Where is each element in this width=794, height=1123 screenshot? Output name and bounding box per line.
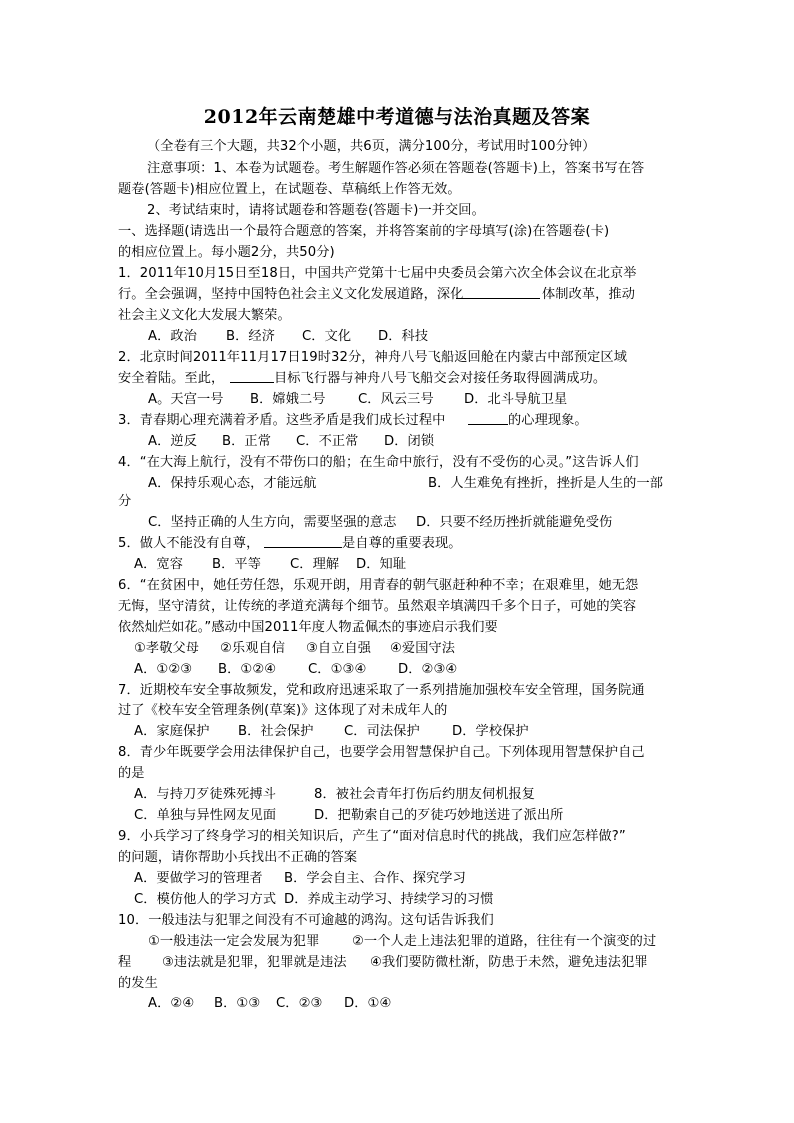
q6-item-4: ④爱国守法 bbox=[390, 641, 456, 656]
q8-stem-line-2: 的是 bbox=[118, 766, 145, 781]
q3-options bbox=[118, 431, 678, 452]
q8-options-row-1 bbox=[118, 784, 678, 805]
q1-stem-text: 行。全会强调，坚持中国特色社会主义文化发展道路，深化 bbox=[118, 287, 464, 302]
notice-1-line-2: 题卷(答题卡)相应位置上，在试题卷、草稿纸上作答无效。 bbox=[118, 182, 461, 197]
q3-option-c[interactable]: C．不正常 bbox=[296, 434, 359, 449]
q3-option-a[interactable]: A．逆反 bbox=[148, 434, 197, 449]
q10-stem: 10．一般违法与犯罪之间没有不可逾越的鸿沟。这句话告诉我们 bbox=[118, 913, 494, 928]
q5-stem-text: 5．做人不能没有自尊， bbox=[118, 536, 260, 551]
q8-option-d[interactable]: D．把勒索自己的歹徒巧妙地送进了派出所 bbox=[314, 808, 564, 823]
q3-option-b[interactable]: B．正常 bbox=[222, 434, 272, 449]
q9-stem-line-2: 的问题，请你帮助小兵找出不正确的答案 bbox=[118, 850, 358, 865]
q6-stem-line-3: 依然灿烂如花。”感动中国2011年度人物孟佩杰的事迹启示我们要 bbox=[118, 620, 498, 635]
q5-stem-text-after: 是自尊的重要表现。 bbox=[342, 536, 462, 551]
q2-option-a[interactable]: A。天宫一号 bbox=[148, 392, 224, 407]
q10-item-1: ①一般违法一定会发展为犯罪 bbox=[148, 934, 320, 949]
q6-items bbox=[118, 638, 678, 659]
q7-stem-line-2: 过了《校车安全管理条例(草案)》这体现了对未成年人的 bbox=[118, 703, 448, 718]
q9-options-row-1 bbox=[118, 868, 678, 889]
q5-option-b[interactable]: B．平等 bbox=[212, 557, 262, 572]
q4-options-row-2 bbox=[118, 512, 678, 533]
q7-option-b[interactable]: B．社会保护 bbox=[238, 724, 314, 739]
q4-option-a[interactable]: A．保持乐观心态，才能远航 bbox=[148, 476, 317, 491]
q3-stem bbox=[118, 410, 678, 431]
q6-item-2: ②乐观自信 bbox=[220, 641, 286, 656]
q8-option-b[interactable]: 8．被社会青年打伤后约朋友伺机报复 bbox=[314, 787, 536, 802]
q9-option-a[interactable]: A．要做学习的管理者 bbox=[134, 871, 263, 886]
q10-option-d[interactable]: D．①④ bbox=[344, 996, 392, 1011]
q9-stem-line-1: 9．小兵学习了终身学习的相关知识后，产生了“面对信息时代的挑战，我们应怎样做?” bbox=[118, 829, 626, 844]
q6-item-1: ①孝敬父母 bbox=[134, 641, 200, 656]
q2-options bbox=[118, 389, 678, 410]
q1-option-a[interactable]: A．政治 bbox=[148, 329, 197, 344]
q2-option-d[interactable]: D．北斗导航卫星 bbox=[464, 392, 568, 407]
q9-option-c[interactable]: C．模仿他人的学习方式 bbox=[134, 892, 277, 907]
notice-1-line-1: 注意事项：1、本卷为试题卷。考生解题作答必须在答题卷(答题卡)上，答案书写在答 bbox=[147, 161, 645, 176]
exam-intro: （全卷有三个大题，共32个小题，共6页，满分100分，考试用时100分钟） bbox=[147, 139, 596, 154]
q9-option-d[interactable]: D．养成主动学习、持续学习的习惯 bbox=[284, 892, 494, 907]
q10-item-3: ③违法就是犯罪，犯罪就是违法 bbox=[162, 955, 347, 970]
answer-blank bbox=[468, 410, 508, 431]
q3-option-d[interactable]: D．闭锁 bbox=[384, 434, 435, 449]
q1-stem-line-2 bbox=[118, 284, 678, 305]
q4-option-b[interactable]: B．人生难免有挫折，挫折是人生的一部 bbox=[428, 476, 664, 491]
q10-item-2: ②一个人走上违法犯罪的道路，往往有一个演变的过 bbox=[352, 934, 657, 949]
answer-blank bbox=[264, 533, 342, 554]
q3-stem-text: 3．青春期心理充满着矛盾。这些矛盾是我们成长过程中 bbox=[118, 413, 446, 428]
answer-blank bbox=[230, 368, 274, 389]
q6-option-d[interactable]: D．②③④ bbox=[398, 662, 458, 677]
q10-item-2-wrap: 程 bbox=[118, 955, 132, 970]
document-title: 2012年云南楚雄中考道德与法治真题及答案 bbox=[203, 106, 591, 128]
q1-option-d[interactable]: D．科技 bbox=[378, 329, 429, 344]
q2-option-c[interactable]: C．风云三号 bbox=[358, 392, 434, 407]
q2-stem-text: 安全着陆。至此， bbox=[118, 371, 225, 386]
q2-stem-text-after: 目标飞行器与神舟八号飞船交会对接任务取得圆满成功。 bbox=[274, 371, 607, 386]
q10-option-a[interactable]: A．②④ bbox=[148, 996, 195, 1011]
q1-option-b[interactable]: B．经济 bbox=[226, 329, 276, 344]
q5-stem bbox=[118, 533, 678, 554]
section-heading-line-2: 的相应位置上。每小题2分，共50分) bbox=[118, 245, 335, 260]
q8-option-c[interactable]: C．单独与异性网友见面 bbox=[134, 808, 277, 823]
q6-options bbox=[118, 659, 678, 680]
q7-option-c[interactable]: C．司法保护 bbox=[344, 724, 420, 739]
q6-item-3: ③自立自强 bbox=[306, 641, 372, 656]
q10-item-4-wrap: 的发生 bbox=[118, 976, 158, 991]
q8-stem-line-1: 8．青少年既要学会用法律保护自己，也要学会用智慧保护自己。下列体现用智慧保护自己 bbox=[118, 745, 645, 760]
answer-blank bbox=[456, 284, 540, 305]
q5-options bbox=[118, 554, 678, 575]
q3-stem-text-after: 的心理现象。 bbox=[508, 413, 588, 428]
q1-option-c[interactable]: C．文化 bbox=[302, 329, 352, 344]
q1-options bbox=[118, 326, 678, 347]
q10-item-4: ④我们要防微杜渐，防患于未然，避免违法犯罪 bbox=[370, 955, 648, 970]
q4-options-row-1 bbox=[118, 473, 678, 494]
q10-option-c[interactable]: C．②③ bbox=[276, 996, 323, 1011]
q4-stem: 4．“在大海上航行，没有不带伤口的船；在生命中旅行，没有不受伤的心灵。”这告诉人们 bbox=[118, 455, 639, 470]
q9-options-row-2 bbox=[118, 889, 678, 910]
q6-stem-line-2: 无悔，坚守清贫，让传统的孝道充满每个细节。虽然艰辛填满四千多个日子，可她的笑容 bbox=[118, 599, 637, 614]
q6-stem-line-1: 6．“在贫困中，她任劳任怨，乐观开朗，用青春的朝气驱赶种种不幸；在艰难里，她无怨 bbox=[118, 578, 639, 593]
q10-options bbox=[118, 993, 678, 1014]
q4-option-d[interactable]: D．只要不经历挫折就能避免受伤 bbox=[416, 515, 613, 530]
q7-option-d[interactable]: D．学校保护 bbox=[452, 724, 529, 739]
q5-option-a[interactable]: A．宽容 bbox=[134, 557, 183, 572]
q2-stem-line-1: 2．北京时间2011年11月17日19时32分，神舟八号飞船返回舱在内蒙古中部预定区域 bbox=[118, 350, 627, 365]
notice-2: 2、考试结束时，请将试题卷和答题卷(答题卡)一并交回。 bbox=[147, 203, 485, 218]
q4-option-b-wrap: 分 bbox=[118, 494, 132, 509]
q5-option-c[interactable]: C．理解 bbox=[290, 557, 340, 572]
q1-stem-line-1: 1．2011年10月15日至18日，中国共产党第十七届中央委员会第六次全体会议在北京举 bbox=[118, 266, 637, 281]
q8-options-row-2 bbox=[118, 805, 678, 826]
q10-option-b[interactable]: B．①③ bbox=[214, 996, 261, 1011]
q10-items-row-2 bbox=[118, 952, 678, 973]
section-heading-line-1: 一、选择题(请选出一个最符合题意的答案，并将答案前的字母填写(涂)在答题卷(卡) bbox=[118, 224, 610, 239]
q6-option-b[interactable]: B．①②④ bbox=[218, 662, 277, 677]
q5-option-d[interactable]: D．知耻 bbox=[356, 557, 407, 572]
q2-stem-line-2 bbox=[118, 368, 678, 389]
q4-option-c[interactable]: C．坚持正确的人生方向，需要坚强的意志 bbox=[148, 515, 397, 530]
q7-stem-line-1: 7．近期校车安全事故频发，党和政府迅速采取了一系列措施加强校车安全管理，国务院通 bbox=[118, 683, 645, 698]
q9-option-b[interactable]: B．学会自主、合作、探究学习 bbox=[284, 871, 466, 886]
q7-option-a[interactable]: A．家庭保护 bbox=[134, 724, 210, 739]
q8-option-a[interactable]: A．与持刀歹徒殊死搏斗 bbox=[134, 787, 276, 802]
q2-option-b[interactable]: B．嫦娥二号 bbox=[250, 392, 326, 407]
q1-stem-text-after: 体制改革，推动 bbox=[542, 287, 636, 302]
q6-option-c[interactable]: C．①③④ bbox=[308, 662, 367, 677]
q10-items-row-1 bbox=[118, 931, 678, 952]
q1-stem-line-3: 社会主义文化大发展大繁荣。 bbox=[118, 308, 291, 323]
q6-option-a[interactable]: A．①②③ bbox=[134, 662, 193, 677]
q7-options bbox=[118, 721, 678, 742]
